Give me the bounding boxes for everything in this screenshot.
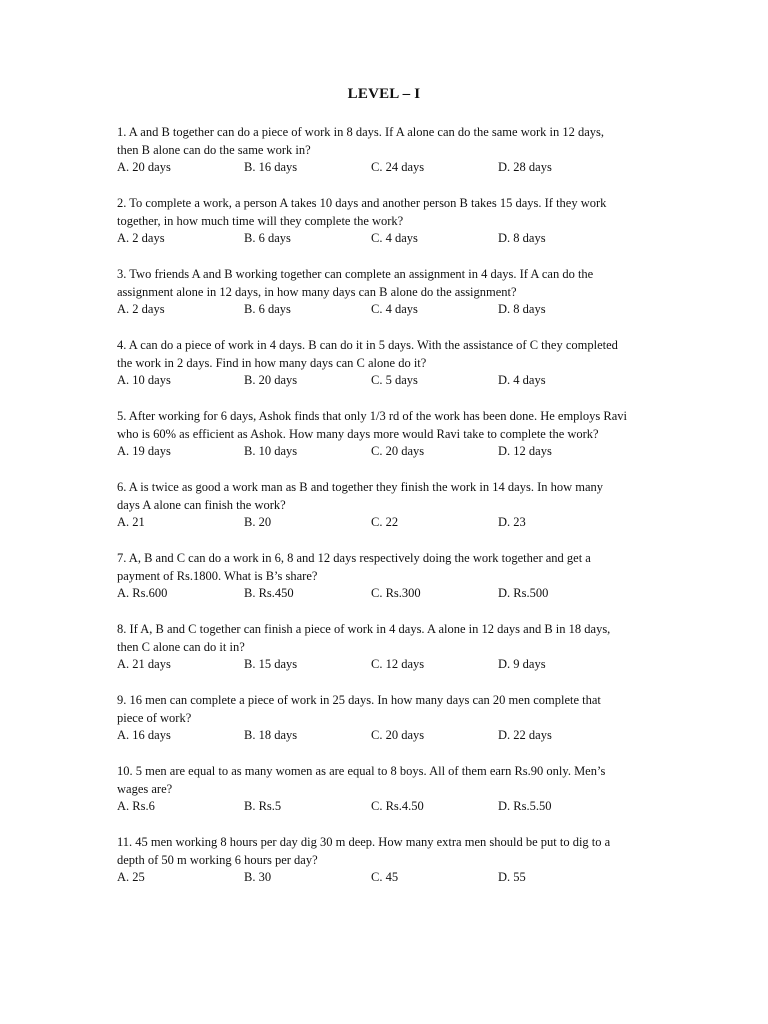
option-b: B. 6 days: [244, 302, 291, 316]
question-2: [117, 195, 657, 266]
option-d: D. 9 days: [498, 657, 546, 671]
option-a: A. 10 days: [117, 373, 171, 387]
option-a: A. 21: [117, 515, 145, 529]
answer-options: [117, 159, 657, 177]
option-c: C. 20 days: [371, 444, 425, 458]
question-text: 4. A can do a piece of work in 4 days. B can do it in 5 days. With the assistance of C they completed the work in 2 days. Find in how many days can C alone do it?: [117, 338, 618, 370]
option-b: B. 20 days: [244, 373, 298, 387]
option-b: B. 16 days: [244, 160, 298, 174]
question-1: [117, 124, 657, 195]
answer-options: [117, 301, 657, 319]
option-d: D. 4 days: [498, 373, 546, 387]
answer-options: [117, 798, 657, 816]
option-a: A. 21 days: [117, 657, 171, 671]
option-d: D. 22 days: [498, 728, 552, 742]
question-6: [117, 479, 657, 550]
option-c: C. Rs.4.50: [371, 799, 424, 813]
option-c: C. 4 days: [371, 302, 418, 316]
question-text: 8. If A, B and C together can finish a piece of work in 4 days. A alone in 12 days and B in 18 days, then C alone can do it in?: [117, 622, 611, 654]
option-c: C. 12 days: [371, 657, 425, 671]
option-c: C. 24 days: [371, 160, 425, 174]
question-text: 2. To complete a work, a person A takes 10 days and another person B takes 15 days. If they work together, in how much time will they complete the work?: [117, 196, 607, 228]
option-d: D. 12 days: [498, 444, 552, 458]
answer-options: [117, 514, 657, 532]
option-a: A. 2 days: [117, 302, 165, 316]
question-11: [117, 834, 657, 905]
option-b: B. Rs.5: [244, 799, 282, 813]
question-list: [117, 124, 657, 905]
question-text: 6. A is twice as good a work man as B and together they finish the work in 14 days. In how many days A alone can finish the work?: [117, 480, 604, 512]
question-7: [117, 550, 657, 621]
question-9: [117, 692, 657, 763]
question-text: 10. 5 men are equal to as many women as are equal to 8 boys. All of them earn Rs.90 only. Men’s wages are?: [117, 764, 606, 796]
option-d: D. 55: [498, 870, 526, 884]
answer-options: [117, 727, 657, 745]
option-a: A. Rs.600: [117, 586, 168, 600]
answer-options: [117, 869, 657, 887]
option-a: A. 25: [117, 870, 145, 884]
answer-options: [117, 656, 657, 674]
option-d: D. 28 days: [498, 160, 552, 174]
question-text: 1. A and B together can do a piece of work in 8 days. If A alone can do the same work in 12 days, then B alone can do the same work in?: [117, 125, 605, 157]
option-b: B. Rs.450: [244, 586, 294, 600]
option-d: D. 8 days: [498, 302, 546, 316]
option-c: C. 22: [371, 515, 399, 529]
question-3: [117, 266, 657, 337]
option-b: B. 18 days: [244, 728, 298, 742]
option-a: A. 19 days: [117, 444, 171, 458]
option-a: A. Rs.6: [117, 799, 155, 813]
question-text: 5. After working for 6 days, Ashok finds that only 1/3 rd of the work has been done. He employs Ravi who is 60% as efficient as Ashok. How many days more would Ravi take to complete the work?: [117, 409, 627, 441]
option-a: A. 2 days: [117, 231, 165, 245]
option-c: C. Rs.300: [371, 586, 421, 600]
option-b: B. 10 days: [244, 444, 298, 458]
answer-options: [117, 443, 657, 461]
question-5: [117, 408, 657, 479]
answer-options: [117, 372, 657, 390]
option-c: C. 45: [371, 870, 399, 884]
option-c: C. 20 days: [371, 728, 425, 742]
question-10: [117, 763, 657, 834]
option-b: B. 20: [244, 515, 272, 529]
page-title: LEVEL – I: [347, 86, 421, 102]
option-d: D. 8 days: [498, 231, 546, 245]
question-text: 7. A, B and C can do a work in 6, 8 and 12 days respectively doing the work together and get a payment of Rs.1800. What is B’s share?: [117, 551, 591, 583]
option-c: C. 4 days: [371, 231, 418, 245]
question-text: 11. 45 men working 8 hours per day dig 30 m deep. How many extra men should be put to dig to a depth of 50 m working 6 hours per day?: [117, 835, 611, 867]
question-text: 9. 16 men can complete a piece of work in 25 days. In how many days can 20 men complete that piece of work?: [117, 693, 601, 725]
option-b: B. 15 days: [244, 657, 298, 671]
option-c: C. 5 days: [371, 373, 418, 387]
question-8: [117, 621, 657, 692]
option-b: B. 6 days: [244, 231, 291, 245]
option-a: A. 20 days: [117, 160, 171, 174]
option-b: B. 30: [244, 870, 272, 884]
option-d: D. Rs.500: [498, 586, 549, 600]
option-a: A. 16 days: [117, 728, 171, 742]
question-text: 3. Two friends A and B working together can complete an assignment in 4 days. If A can do the assignment alone in 12 days, in how many days can B alone do the assignment?: [117, 267, 594, 299]
option-d: D. Rs.5.50: [498, 799, 552, 813]
option-d: D. 23: [498, 515, 526, 529]
question-4: [117, 337, 657, 408]
answer-options: [117, 585, 657, 603]
answer-options: [117, 230, 657, 248]
